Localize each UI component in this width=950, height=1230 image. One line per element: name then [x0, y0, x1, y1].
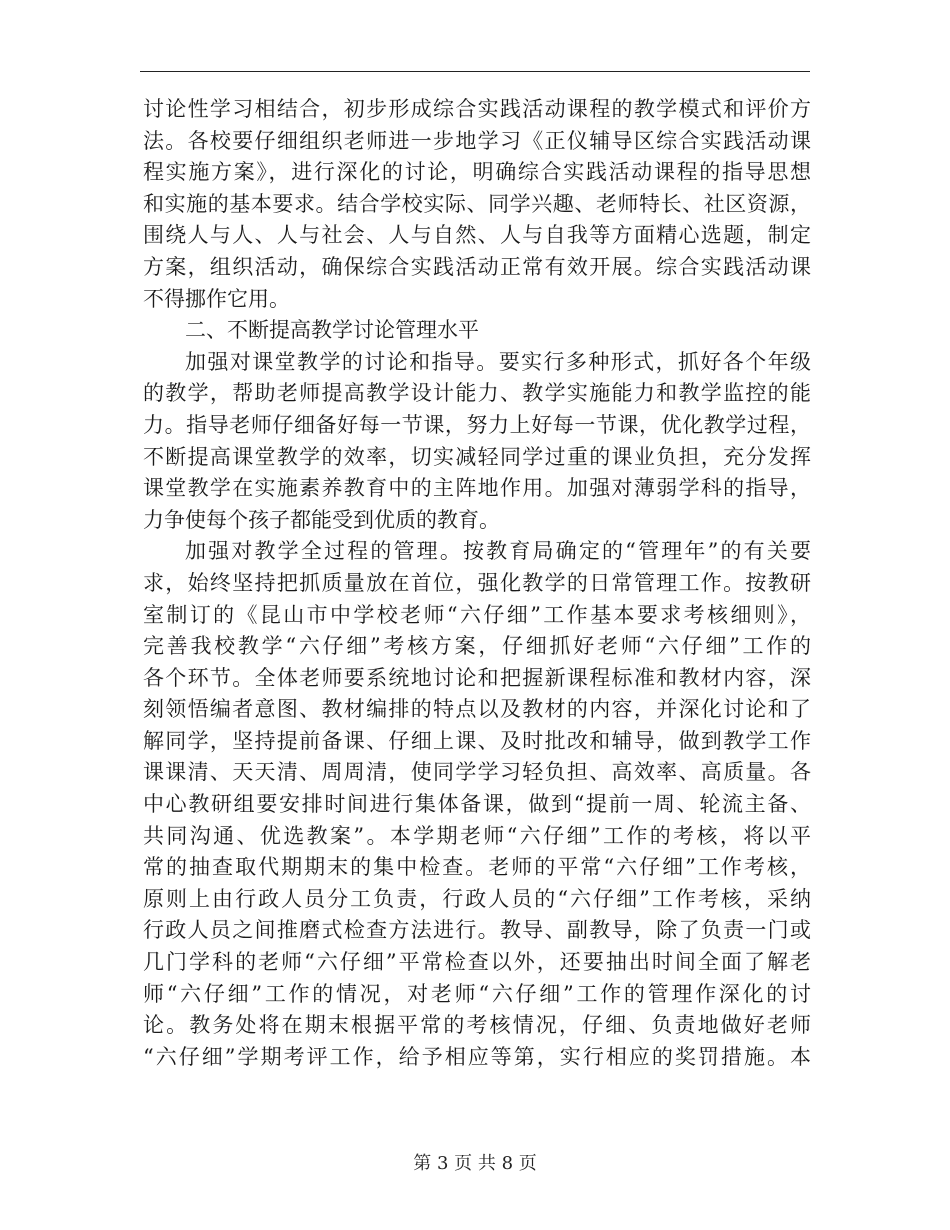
text-line: 课堂教学在实施素养教育中的主阵地作用。加强对薄弱学科的指导， — [143, 476, 811, 501]
text-line: 围绕人与人、人与社会、人与自然、人与自我等方面精心选题，制定 — [143, 223, 811, 248]
text-line: 刻领悟编者意图、教材编排的特点以及教材的内容，并深化讨论和了 — [143, 697, 811, 722]
text-line: 常的抽查取代期期末的集中检查。老师的平常“六仔细”工作考核， — [143, 855, 811, 880]
text-line: 力。指导老师仔细备好每一节课，努力上好每一节课，优化教学过程， — [143, 412, 811, 437]
text-line: 和实施的基本要求。结合学校实际、同学兴趣、老师特长、社区资源， — [143, 191, 811, 216]
text-line: 师“六仔细”工作的情况，对老师“六仔细”工作的管理作深化的讨 — [143, 981, 811, 1006]
text-line: 力争使每个孩子都能受到优质的教育。 — [143, 507, 500, 532]
text-line: 中心教研组要安排时间进行集体备课，做到“提前一周、轮流主备、 — [143, 792, 811, 817]
page-number: 第 3 页 共 8 页 — [413, 1153, 537, 1174]
text-line: 求，始终坚持把抓质量放在首位，强化教学的日常管理工作。按教研 — [143, 570, 811, 595]
text-line: 法。各校要仔细组织老师进一步地学习《正仪辅导区综合实践活动课 — [143, 128, 811, 153]
text-line: 共同沟通、优选教案”。本学期老师“六仔细”工作的考核，将以平 — [143, 823, 811, 848]
text-line: 室制订的《昆山市中学校老师“六仔细”工作基本要求考核细则》， — [143, 602, 811, 627]
text-line: 讨论性学习相结合，初步形成综合实践活动课程的教学模式和评价方 — [143, 97, 811, 121]
text-line: 解同学，坚持提前备课、仔细上课、及时批改和辅导，做到教学工作 — [143, 728, 811, 753]
text-line: “六仔细”学期考评工作，给予相应等第，实行相应的奖罚措施。本 — [143, 1044, 811, 1069]
text-line: 论。教务处将在期末根据平常的考核情况，仔细、负责地做好老师 — [143, 1013, 811, 1038]
text-line: 完善我校教学“六仔细”考核方案，仔细抓好老师“六仔细”工作的 — [143, 634, 811, 659]
text-line: 各个环节。全体老师要系统地讨论和把握新课程标准和教材内容，深 — [143, 665, 811, 690]
text-line: 不得挪作它用。 — [143, 286, 290, 311]
text-line: 加强对课堂教学的讨论和指导。要实行多种形式，抓好各个年级 — [185, 349, 811, 374]
document-body — [143, 94, 811, 1073]
text-line: 行政人员之间推磨式检查方法进行。教导、副教导，除了负责一门或 — [143, 918, 811, 943]
text-line: 二、不断提高教学讨论管理水平 — [185, 318, 479, 343]
text-line: 几门学科的老师“六仔细”平常检查以外，还要抽出时间全面了解老 — [143, 950, 811, 975]
text-line: 课课清、天天清、周周清，使同学学习轻负担、高效率、高质量。各 — [143, 760, 811, 785]
text-line: 加强对教学全过程的管理。按教育局确定的“管理年”的有关要 — [185, 539, 811, 564]
header-rule — [140, 71, 810, 72]
text-line: 程实施方案》，进行深化的讨论，明确综合实践活动课程的指导思想 — [143, 160, 811, 185]
text-line: 的教学，帮助老师提高教学设计能力、教学实施能力和教学监控的能 — [143, 381, 811, 406]
text-line: 不断提高课堂教学的效率，切实减轻同学过重的课业负担，充分发挥 — [143, 444, 811, 469]
text-line: 方案，组织活动，确保综合实践活动正常有效开展。综合实践活动课 — [143, 254, 811, 279]
text-line: 原则上由行政人员分工负责，行政人员的“六仔细”工作考核，采纳 — [143, 886, 811, 911]
